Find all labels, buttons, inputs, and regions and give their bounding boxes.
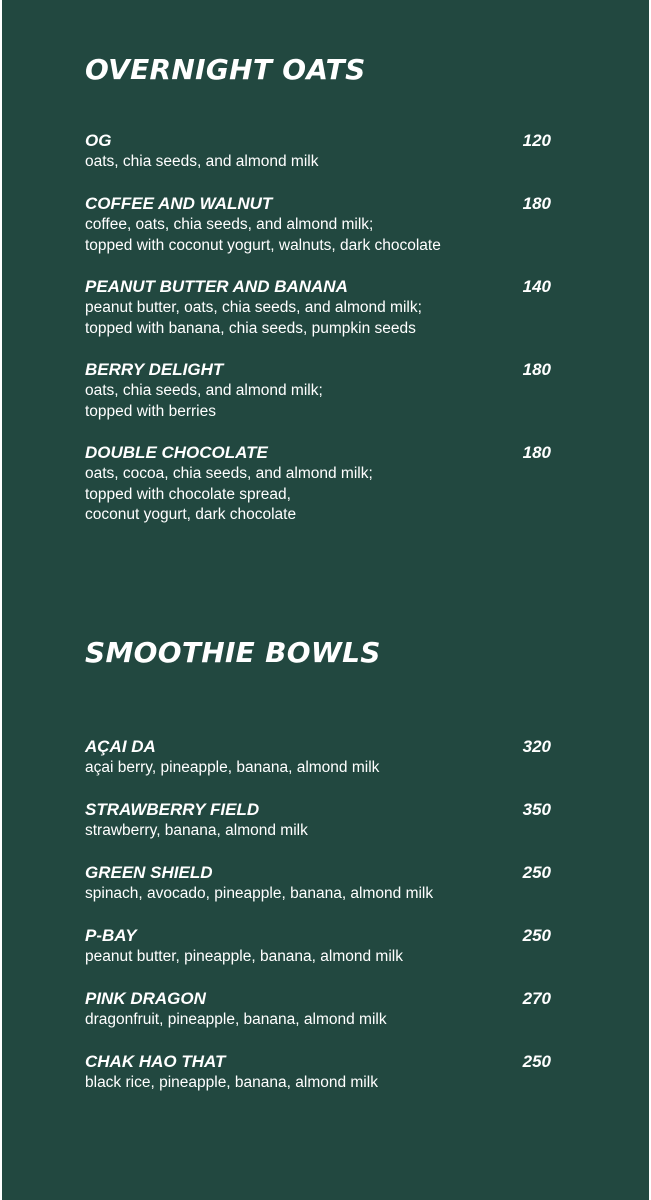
item-price: 140 <box>522 277 551 296</box>
description-line: oats, cocoa, chia seeds, and almond milk; <box>85 465 373 482</box>
item-description <box>85 1073 378 1094</box>
item-description <box>85 464 373 526</box>
description-line: açai berry, pineapple, banana, almond milk <box>85 759 380 776</box>
description-line: dragonfruit, pineapple, banana, almond milk <box>85 1011 387 1028</box>
item-description <box>85 821 308 842</box>
description-line: oats, chia seeds, and almond milk <box>85 153 319 170</box>
description-line: spinach, avocado, pineapple, banana, almond milk <box>85 885 434 902</box>
item-name: STRAWBERRY FIELD <box>85 800 260 819</box>
item-description <box>85 758 379 779</box>
item-price: 250 <box>522 863 551 882</box>
item-price: 180 <box>522 194 551 213</box>
description-line: topped with chocolate spread, <box>85 485 291 503</box>
item-price: 120 <box>522 131 551 150</box>
item-description <box>85 215 441 256</box>
description-line: peanut butter, oats, chia seeds, and almond milk; <box>85 299 422 316</box>
description-line: topped with coconut yogurt, walnuts, dark chocolate <box>85 236 441 254</box>
description-line: coffee, oats, chia seeds, and almond milk; <box>85 216 374 233</box>
item-name: AÇAI DA <box>85 737 156 756</box>
item-name: BERRY DELIGHT <box>85 360 224 379</box>
menu-page <box>2 0 649 1200</box>
item-name: P-BAY <box>85 926 137 945</box>
description-line: strawberry, banana, almond milk <box>85 822 308 839</box>
item-name: GREEN SHIELD <box>85 863 213 882</box>
description-line: oats, chia seeds, and almond milk; <box>85 382 323 399</box>
section-title-overnight-oats: OVERNIGHT OATS <box>85 53 366 86</box>
item-name: COFFEE AND WALNUT <box>85 194 273 213</box>
item-name: CHAK HAO THAT <box>85 1052 226 1071</box>
item-price: 250 <box>522 1052 551 1071</box>
item-price: 250 <box>522 926 551 945</box>
item-price: 350 <box>522 800 551 819</box>
item-name: PINK DRAGON <box>85 989 206 1008</box>
item-price: 270 <box>522 989 551 1008</box>
description-line: peanut butter, pineapple, banana, almond milk <box>85 948 403 965</box>
item-description <box>85 947 403 968</box>
description-line: topped with banana, chia seeds, pumpkin seeds <box>85 319 416 337</box>
description-line: topped with berries <box>85 402 216 420</box>
item-price: 180 <box>522 360 551 379</box>
item-name: PEANUT BUTTER AND BANANA <box>85 277 348 296</box>
item-description <box>85 381 323 422</box>
item-name: DOUBLE CHOCOLATE <box>85 443 268 462</box>
description-line: coconut yogurt, dark chocolate <box>85 506 297 523</box>
item-name: OG <box>85 131 112 150</box>
item-description <box>85 152 318 173</box>
item-price: 320 <box>522 737 551 756</box>
item-description <box>85 1010 387 1031</box>
section-title-smoothie-bowls: SMOOTHIE BOWLS <box>85 636 381 669</box>
item-description <box>85 298 422 339</box>
item-description <box>85 884 433 905</box>
description-line: black rice, pineapple, banana, almond milk <box>85 1074 378 1091</box>
item-price: 180 <box>522 443 551 462</box>
